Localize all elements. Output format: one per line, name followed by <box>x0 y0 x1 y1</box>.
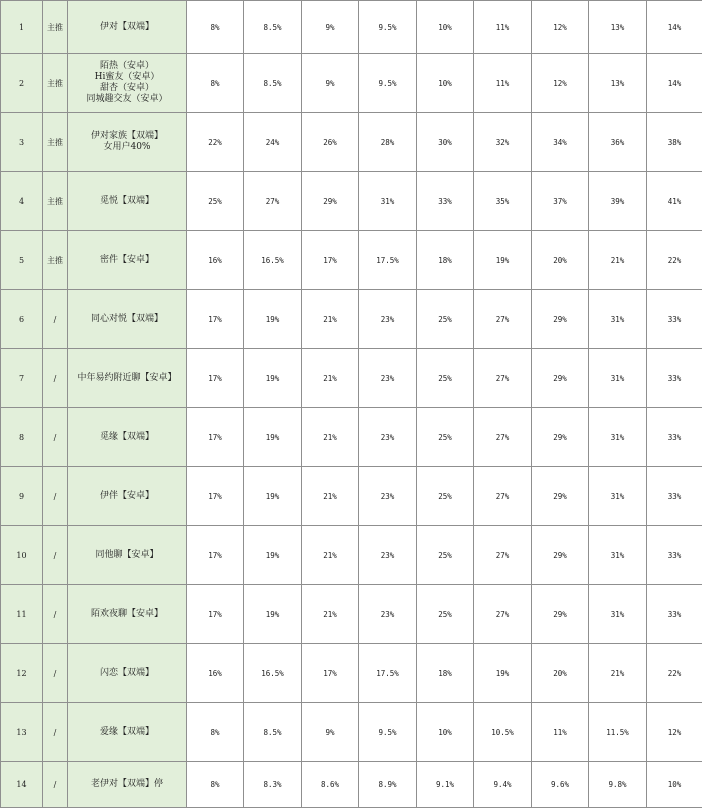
rate-cell: 27% <box>244 172 302 231</box>
table-row <box>1 172 702 231</box>
rate-cell: 8.6% <box>302 762 359 808</box>
rate-cell: 27% <box>474 467 532 526</box>
rate-cell: 11.5% <box>589 703 647 762</box>
rate-cell: 17% <box>187 349 244 408</box>
rate-cell: 33% <box>647 585 702 644</box>
rate-cell: 10% <box>417 703 474 762</box>
rate-cell: 22% <box>187 113 244 172</box>
rate-cell: 21% <box>589 231 647 290</box>
rate-cell: 39% <box>589 172 647 231</box>
product-name-cell: 觅缘【双端】 <box>68 408 187 467</box>
rate-cell: 8.9% <box>359 762 417 808</box>
row-number-cell: 12 <box>1 644 43 703</box>
table-body <box>1 1 702 808</box>
row-tag-cell: 主推 <box>43 231 68 290</box>
product-name-cell: 闪恋【双端】 <box>68 644 187 703</box>
table-row <box>1 113 702 172</box>
rate-cell: 9.8% <box>589 762 647 808</box>
table-row <box>1 408 702 467</box>
rate-cell: 25% <box>417 526 474 585</box>
rate-cell: 20% <box>532 231 589 290</box>
rate-cell: 25% <box>417 349 474 408</box>
rate-cell: 31% <box>589 526 647 585</box>
row-tag-cell: / <box>43 526 68 585</box>
rate-cell: 23% <box>359 290 417 349</box>
product-name-cell: 陌热（安卓） Hi蜜友（安卓） 甜杏（安卓） 同城趣交友（安卓） <box>68 54 187 113</box>
rate-cell: 8% <box>187 54 244 113</box>
row-number-cell: 1 <box>1 1 43 54</box>
rate-cell: 21% <box>302 290 359 349</box>
table-row <box>1 644 702 703</box>
rate-cell: 23% <box>359 467 417 526</box>
rate-cell: 12% <box>647 703 702 762</box>
row-number-cell: 9 <box>1 467 43 526</box>
rate-cell: 16% <box>187 231 244 290</box>
rate-cell: 25% <box>417 585 474 644</box>
table-row <box>1 349 702 408</box>
rate-cell: 19% <box>474 644 532 703</box>
row-number-cell: 7 <box>1 349 43 408</box>
row-number-cell: 3 <box>1 113 43 172</box>
rate-cell: 27% <box>474 526 532 585</box>
table-row <box>1 54 702 113</box>
rate-cell: 32% <box>474 113 532 172</box>
rate-cell: 21% <box>302 349 359 408</box>
rate-cell: 17% <box>187 526 244 585</box>
row-tag-cell: / <box>43 703 68 762</box>
rate-cell: 22% <box>647 231 702 290</box>
rate-cell: 10% <box>417 1 474 54</box>
row-tag-cell: / <box>43 408 68 467</box>
rate-cell: 25% <box>417 408 474 467</box>
rate-cell: 27% <box>474 408 532 467</box>
rate-cell: 17% <box>302 644 359 703</box>
rate-cell: 8% <box>187 1 244 54</box>
row-number-cell: 11 <box>1 585 43 644</box>
rate-cell: 29% <box>532 585 589 644</box>
rate-cell: 17% <box>187 290 244 349</box>
row-tag-cell: / <box>43 644 68 703</box>
rate-cell: 19% <box>244 408 302 467</box>
rate-cell: 8.3% <box>244 762 302 808</box>
table-row <box>1 762 702 808</box>
product-name-cell: 爱缘【双端】 <box>68 703 187 762</box>
rate-cell: 29% <box>532 526 589 585</box>
rate-cell: 14% <box>647 1 702 54</box>
rate-cell: 23% <box>359 526 417 585</box>
rate-cell: 9% <box>302 703 359 762</box>
rate-cell: 17.5% <box>359 231 417 290</box>
rate-cell: 29% <box>302 172 359 231</box>
rate-cell: 14% <box>647 54 702 113</box>
rate-cell: 27% <box>474 290 532 349</box>
rate-cell: 21% <box>302 585 359 644</box>
rate-cell: 19% <box>244 585 302 644</box>
rate-cell: 8.5% <box>244 54 302 113</box>
rate-cell: 31% <box>589 585 647 644</box>
rate-cell: 9% <box>302 54 359 113</box>
rate-cell: 8% <box>187 703 244 762</box>
rate-cell: 28% <box>359 113 417 172</box>
rate-cell: 27% <box>474 349 532 408</box>
row-number-cell: 10 <box>1 526 43 585</box>
table-row <box>1 231 702 290</box>
rate-cell: 25% <box>417 467 474 526</box>
row-tag-cell: / <box>43 290 68 349</box>
rate-cell: 31% <box>589 408 647 467</box>
rate-cell: 38% <box>647 113 702 172</box>
rate-cell: 21% <box>302 408 359 467</box>
rate-cell: 8.5% <box>244 1 302 54</box>
product-name-cell: 老伊对【双端】停 <box>68 762 187 808</box>
rate-cell: 19% <box>244 349 302 408</box>
rate-cell: 10.5% <box>474 703 532 762</box>
rate-cell: 21% <box>589 644 647 703</box>
rate-cell: 27% <box>474 585 532 644</box>
rate-cell: 13% <box>589 54 647 113</box>
row-tag-cell: / <box>43 349 68 408</box>
rate-cell: 23% <box>359 349 417 408</box>
rate-cell: 25% <box>187 172 244 231</box>
table-row <box>1 290 702 349</box>
rate-cell: 13% <box>589 1 647 54</box>
rate-cell: 9.4% <box>474 762 532 808</box>
row-number-cell: 4 <box>1 172 43 231</box>
row-number-cell: 2 <box>1 54 43 113</box>
row-number-cell: 14 <box>1 762 43 808</box>
row-number-cell: 5 <box>1 231 43 290</box>
row-tag-cell: / <box>43 585 68 644</box>
product-name-cell: 密件【安卓】 <box>68 231 187 290</box>
rate-cell: 22% <box>647 644 702 703</box>
rate-cell: 41% <box>647 172 702 231</box>
rate-cell: 17% <box>187 467 244 526</box>
rate-cell: 29% <box>532 290 589 349</box>
rate-cell: 16% <box>187 644 244 703</box>
table-row <box>1 585 702 644</box>
rate-cell: 26% <box>302 113 359 172</box>
rate-cell: 11% <box>474 1 532 54</box>
rate-cell: 9.5% <box>359 54 417 113</box>
rate-cell: 9.6% <box>532 762 589 808</box>
table-row <box>1 703 702 762</box>
rate-cell: 21% <box>302 526 359 585</box>
product-name-cell: 觅悦【双端】 <box>68 172 187 231</box>
rate-cell: 18% <box>417 644 474 703</box>
product-name-cell: 伊对家族【双端】 女用户40% <box>68 113 187 172</box>
rate-cell: 10% <box>647 762 702 808</box>
rate-cell: 19% <box>474 231 532 290</box>
rate-cell: 9.1% <box>417 762 474 808</box>
row-tag-cell: / <box>43 762 68 808</box>
row-number-cell: 13 <box>1 703 43 762</box>
product-name-cell: 陌欢夜聊【安卓】 <box>68 585 187 644</box>
rate-cell: 17% <box>302 231 359 290</box>
rate-cell: 23% <box>359 408 417 467</box>
rate-cell: 33% <box>647 290 702 349</box>
rate-cell: 8% <box>187 762 244 808</box>
rate-cell: 20% <box>532 644 589 703</box>
table-row <box>1 526 702 585</box>
rate-cell: 12% <box>532 1 589 54</box>
product-name-cell: 同他聊【安卓】 <box>68 526 187 585</box>
rate-cell: 24% <box>244 113 302 172</box>
rate-cell: 19% <box>244 290 302 349</box>
rate-cell: 31% <box>589 290 647 349</box>
product-name-cell: 伊对【双端】 <box>68 1 187 54</box>
rate-cell: 35% <box>474 172 532 231</box>
rate-cell: 12% <box>532 54 589 113</box>
rate-cell: 8.5% <box>244 703 302 762</box>
rate-cell: 11% <box>474 54 532 113</box>
rate-cell: 29% <box>532 408 589 467</box>
rate-cell: 36% <box>589 113 647 172</box>
table-row <box>1 1 702 54</box>
rate-cell: 30% <box>417 113 474 172</box>
product-name-cell: 中年易约附近聊【安卓】 <box>68 349 187 408</box>
rate-cell: 29% <box>532 349 589 408</box>
rate-cell: 33% <box>647 467 702 526</box>
rate-cell: 19% <box>244 526 302 585</box>
rate-cell: 31% <box>359 172 417 231</box>
row-tag-cell: / <box>43 467 68 526</box>
rate-cell: 34% <box>532 113 589 172</box>
rate-cell: 9.5% <box>359 1 417 54</box>
rate-cell: 31% <box>589 349 647 408</box>
table-row <box>1 467 702 526</box>
row-number-cell: 6 <box>1 290 43 349</box>
rate-cell: 16.5% <box>244 231 302 290</box>
rate-cell: 11% <box>532 703 589 762</box>
rate-cell: 9.5% <box>359 703 417 762</box>
rate-cell: 17% <box>187 408 244 467</box>
rate-cell: 10% <box>417 54 474 113</box>
rate-cell: 25% <box>417 290 474 349</box>
row-tag-cell: 主推 <box>43 172 68 231</box>
product-name-cell: 伊伴【安卓】 <box>68 467 187 526</box>
row-tag-cell: 主推 <box>43 1 68 54</box>
rate-cell: 21% <box>302 467 359 526</box>
rate-cell: 23% <box>359 585 417 644</box>
rate-cell: 29% <box>532 467 589 526</box>
rate-cell: 9% <box>302 1 359 54</box>
rate-cell: 16.5% <box>244 644 302 703</box>
rate-cell: 19% <box>244 467 302 526</box>
rate-cell: 33% <box>647 349 702 408</box>
rate-cell: 17% <box>187 585 244 644</box>
row-tag-cell: 主推 <box>43 113 68 172</box>
rate-cell: 33% <box>647 526 702 585</box>
rate-cell: 33% <box>647 408 702 467</box>
product-name-cell: 同心对悦【双端】 <box>68 290 187 349</box>
rate-cell: 17.5% <box>359 644 417 703</box>
rate-cell: 18% <box>417 231 474 290</box>
row-tag-cell: 主推 <box>43 54 68 113</box>
rate-cell: 37% <box>532 172 589 231</box>
rate-cell: 31% <box>589 467 647 526</box>
row-number-cell: 8 <box>1 408 43 467</box>
rate-cell: 33% <box>417 172 474 231</box>
